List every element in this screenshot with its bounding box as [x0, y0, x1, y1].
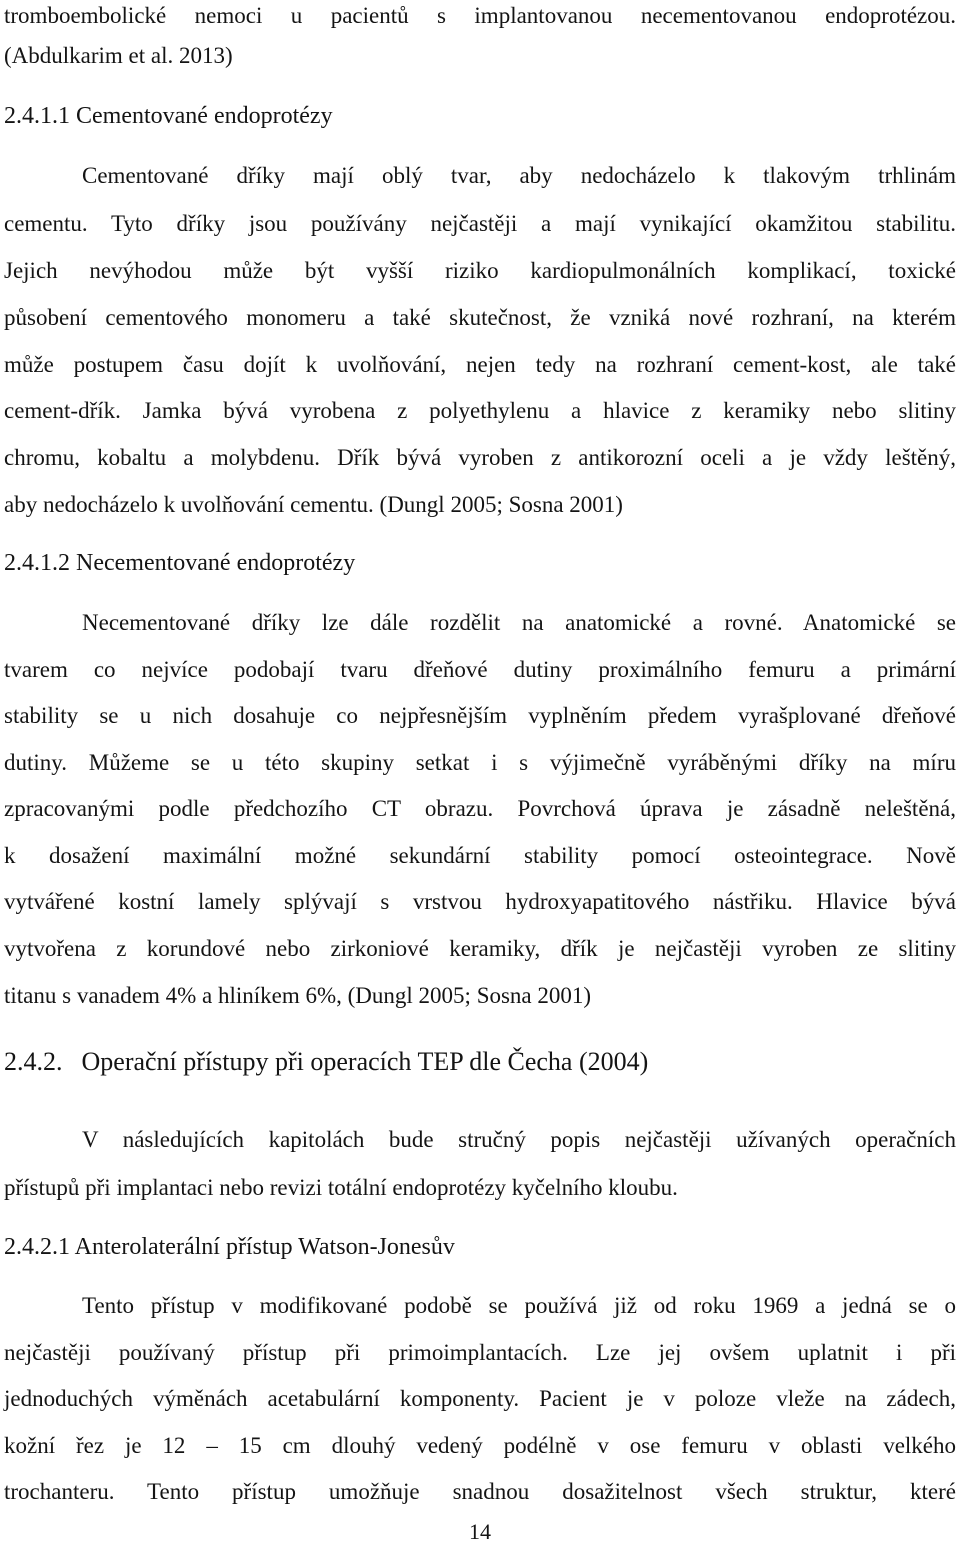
- section-heading-necementovane: 2.4.1.2 Necementované endoprotézy: [4, 550, 356, 576]
- section-heading-cementovane: 2.4.1.1 Cementované endoprotézy: [4, 103, 333, 129]
- paragraph-line: dutiny. Můžeme se u této skupiny setkat i s výjimečně vyráběnými dříky na míru: [4, 750, 956, 775]
- paragraph-line: kožní řez je 12 – 15 cm dlouhý vedený podélně v ose femuru v oblasti velkého: [4, 1433, 956, 1458]
- section-number: 2.4.2.: [4, 1047, 63, 1076]
- document-page: [4, 0, 956, 1545]
- paragraph-line: Jejich nevýhodou může být vyšší riziko kardiopulmonálních komplikací, toxické: [4, 258, 956, 283]
- paragraph-line: cementu. Tyto dříky jsou používány nejčastěji a mají vynikající okamžitou stabilitu.: [4, 211, 956, 236]
- paragraph-line: stability se u nich dosahuje co nejpřesnějším vyplněním předem vyrašplované dřeňové: [4, 703, 956, 728]
- paragraph-line: chromu, kobaltu a molybdenu. Dřík bývá vyroben z antikorozní oceli a je vždy leštěný,: [4, 445, 956, 470]
- paragraph-line: Tento přístup v modifikované podobě se používá již od roku 1969 a jedná se o: [82, 1293, 956, 1318]
- paragraph-line: zpracovanými podle předchozího CT obrazu. Povrchová úprava je zásadně neleštěná,: [4, 796, 956, 821]
- paragraph-line: tromboembolické nemoci u pacientů s implantovanou necementovanou endoprotézou.: [4, 3, 956, 28]
- paragraph-line: vytvořena z korundové nebo zirkoniové keramiky, dřík je nejčastěji vyroben ze slitiny: [4, 936, 956, 961]
- paragraph-line: k dosažení maximální možné sekundární stability pomocí osteointegrace. Nově: [4, 843, 956, 868]
- paragraph-line: aby nedocházelo k uvolňování cementu. (Dungl 2005; Sosna 2001): [4, 492, 623, 517]
- paragraph-line: přístupů při implantaci nebo revizi totální endoprotézy kyčelního kloubu.: [4, 1175, 678, 1200]
- paragraph-line: Cementované dříky mají oblý tvar, aby nedocházelo k tlakovým trhlinám: [82, 163, 956, 188]
- paragraph-line: trochanteru. Tento přístup umožňuje snadnou dosažitelnost všech struktur, které: [4, 1479, 956, 1504]
- paragraph-line: působení cementového monomeru a také skutečnost, že vzniká nové rozhraní, na kterém: [4, 305, 956, 330]
- paragraph-line: (Abdulkarim et al. 2013): [4, 43, 233, 68]
- paragraph-line: cement-dřík. Jamka bývá vyrobena z polyethylenu a hlavice z keramiky nebo slitiny: [4, 398, 956, 423]
- section-title: Operační přístupy při operacích TEP dle Čecha (2004): [81, 1047, 649, 1076]
- paragraph-line: titanu s vanadem 4% a hliníkem 6%, (Dungl 2005; Sosna 2001): [4, 983, 592, 1008]
- paragraph-line: tvarem co nejvíce podobají tvaru dřeňové dutiny proximálního femuru a primární: [4, 657, 956, 682]
- section-heading-operacni-pristupy: [4, 1048, 956, 1076]
- paragraph-line: V následujících kapitolách bude stručný popis nejčastěji užívaných operačních: [82, 1127, 956, 1152]
- paragraph-line: Necementované dříky lze dále rozdělit na anatomické a rovné. Anatomické se: [82, 610, 956, 635]
- paragraph-line: jednoduchých výměnách acetabulární komponenty. Pacient je v poloze vleže na zádech,: [4, 1386, 956, 1411]
- section-heading-watson-jones: 2.4.2.1 Anterolaterální přístup Watson-Jonesův: [4, 1234, 455, 1260]
- paragraph-line: nejčastěji používaný přístup při primoimplantacích. Lze jej ovšem uplatnit i při: [4, 1340, 956, 1365]
- paragraph-line: může postupem času dojít k uvolňování, nejen tedy na rozhraní cement-kost, ale také: [4, 352, 956, 377]
- paragraph-line: vytvářené kostní lamely splývají s vrstvou hydroxyapatitového nástřiku. Hlavice bývá: [4, 889, 956, 914]
- page-number: 14: [469, 1519, 491, 1544]
